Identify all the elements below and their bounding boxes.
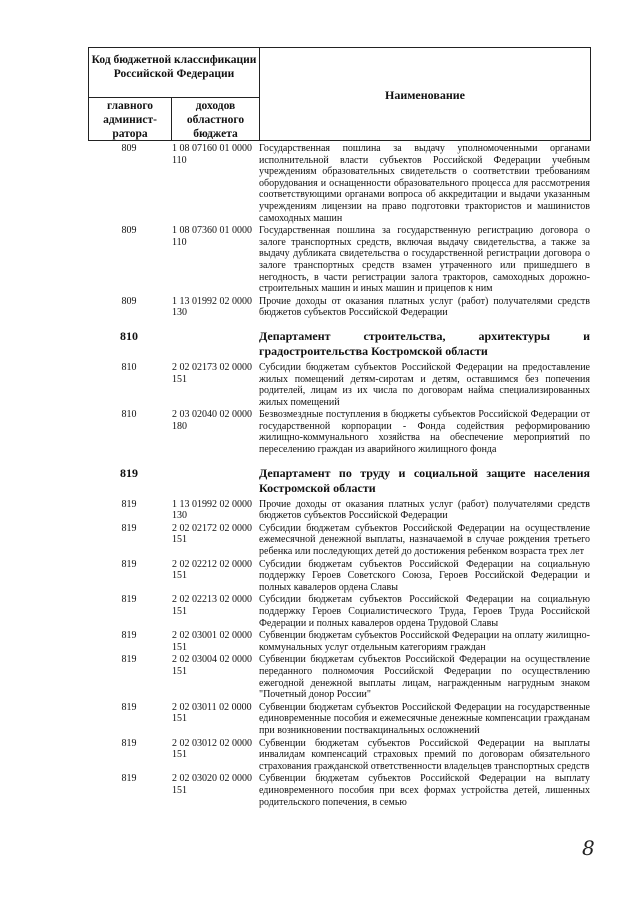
- cell-admin-code: 819: [121, 654, 137, 666]
- cell-name: Безвозмездные поступления в бюджеты субъектов Российской Федерации от государственной корпорации - Фонда содействия реформированию жилищно-коммунального хозяйства на обеспечение мероприятий по переселению граждан из аварийного жилищного фонда: [259, 409, 590, 456]
- cell-name: Прочие доходы от оказания платных услуг (работ) получателями средств бюджетов субъектов Российской Федерации: [259, 295, 590, 319]
- table-row: [88, 523, 591, 558]
- cell-income-code: 1 13 01992 02 0000 130: [172, 498, 252, 522]
- cell-name: Департамент по труду и социальной защите населения Костромской области: [259, 465, 590, 495]
- table-body: [88, 143, 591, 809]
- cell-income-code: 2 03 02040 02 0000 180: [172, 409, 252, 432]
- cell-income-code: 2 02 02212 02 0000 151: [172, 558, 252, 582]
- department-row: [88, 466, 591, 496]
- header-divider: [89, 97, 259, 98]
- header-code-title: Код бюджетной классификации Российской Федерации: [91, 54, 257, 80]
- cell-income-code: [170, 329, 258, 359]
- cell-income-code: 2 02 03011 02 0000 151: [172, 701, 252, 725]
- cell-income-code: 2 02 02173 02 0000 151: [172, 361, 252, 385]
- cell-name: Субвенции бюджетам субъектов Российской Федерации на осуществление переданного полномочия Российской Федерации по осуществлению ежегодной денежной выплаты лицам, награжденным нагрудным знаком "Почетный донор России": [259, 654, 590, 701]
- cell-income-code: 2 02 03004 02 0000 151: [172, 654, 252, 677]
- cell-name: Государственная пошлина за государственную регистрацию договора о залоге транспортных средств, включая выдачу свидетельства, а также за выдачу дубликата свидетельства о государственной регистрации договора о залоге транспортных средств взамен утраченного или пришедшего в негодность, в части регистрации залога тракторов, самоходных дорожно-строительных машин и иных машин и прицепов к ним: [259, 225, 590, 295]
- cell-admin-code: 819: [120, 465, 138, 480]
- page-number: 8: [582, 836, 595, 860]
- cell-name: Субсидии бюджетам субъектов Российской Федерации на социальную поддержку Героев Советского Союза, Героев Российской Федерации и полных кавалеров ордена Славы: [259, 558, 590, 593]
- cell-income-code: 1 13 01992 02 0000 130: [172, 295, 252, 319]
- cell-income-code: 1 08 07160 01 0000 110: [172, 143, 252, 166]
- cell-income-code: 2 02 03001 02 0000 151: [172, 630, 252, 653]
- table-row: [88, 702, 591, 737]
- cell-income-code: 2 02 03020 02 0000 151: [172, 773, 252, 796]
- header-col-doh: доходов областного бюджета: [186, 100, 245, 140]
- cell-name: Субсидии бюджетам субъектов Российской Федерации на социальную поддержку Героев Социалистического Труда, Героев Труда Российской Федерации и полных кавалеров ордена Трудовой Славы: [259, 594, 590, 629]
- table-row: [88, 654, 591, 700]
- cell-income-code: [170, 466, 258, 496]
- table-row: [88, 296, 591, 319]
- cell-name: Департамент строительства, архитектуры и градостроительства Костромской области: [259, 328, 590, 358]
- table-row: [88, 362, 591, 408]
- table-row: [88, 499, 591, 522]
- cell-admin-code: 819: [121, 737, 137, 749]
- table-header: [88, 47, 591, 141]
- table-row: [88, 738, 591, 773]
- cell-admin-code: 819: [121, 522, 137, 534]
- cell-admin-code: 819: [121, 701, 137, 713]
- cell-name: Прочие доходы от оказания платных услуг (работ) получателями средств бюджетов субъектов Российской Федерации: [259, 498, 590, 522]
- cell-admin-code: 819: [121, 630, 137, 642]
- cell-admin-code: 809: [121, 295, 137, 307]
- cell-admin-code: 810: [121, 361, 137, 373]
- cell-admin-code: 810: [120, 328, 138, 343]
- cell-income-code: 2 02 03012 02 0000 151: [172, 737, 252, 761]
- cell-admin-code: 809: [121, 225, 137, 237]
- table-row: [88, 225, 591, 295]
- header-col-glav: главного админист-ратора: [103, 100, 157, 140]
- table-row: [88, 630, 591, 653]
- cell-admin-code: 819: [121, 594, 137, 606]
- cell-admin-code: 810: [121, 409, 137, 421]
- cell-name: Субвенции бюджетам субъектов Российской Федерации на государственные единовременные пособия и ежемесячные денежные компенсации гражданам при возникновении поствакцинальных осложнений: [259, 701, 590, 736]
- cell-admin-code: 819: [121, 773, 137, 785]
- department-row: [88, 329, 591, 359]
- cell-admin-code: 809: [121, 143, 137, 154]
- table-row: [88, 409, 591, 455]
- cell-income-code: 2 02 02213 02 0000 151: [172, 594, 252, 617]
- cell-name: Субсидии бюджетам субъектов Российской Федерации на предоставление жилых помещений детям-сиротам и детям, оставшимся без попечения родителей, лицам из их числа по договорам найма специализированных жилых помещений: [259, 361, 590, 408]
- cell-name: Субвенции бюджетам субъектов Российской Федерации на выплаты инвалидам компенсаций страховых премий по договорам обязательного страхования гражданской ответственности владельцев транспортных средств: [259, 737, 590, 772]
- cell-income-code: 2 02 02172 02 0000 151: [172, 522, 252, 546]
- header-col-name: Наименование: [385, 88, 465, 102]
- table-row: [88, 143, 591, 224]
- cell-name: Субвенции бюджетам субъектов Российской Федерации на выплату единовременного пособия при всех формах устройства детей, лишенных родительского попечения, в семью: [259, 773, 590, 808]
- cell-name: Субсидии бюджетам субъектов Российской Федерации на осуществление ежемесячной денежной выплаты, назначаемой в случае рождения третьего ребенка или последующих детей до достижения ребенком возраста трех лет: [259, 522, 590, 558]
- table-row: [88, 559, 591, 594]
- cell-admin-code: 819: [121, 558, 137, 570]
- table-row: [88, 594, 591, 629]
- cell-name: Государственная пошлина за выдачу уполномоченными органами исполнительной власти субъектов Российской Федерации учебным учреждениям образовательных свидетельств о соответствии требованиям оборудования и оснащенности образовательного процесса для рассмотрения соответствующими органами вопроса об аккредитации и выдачи указанным учреждениям лицензии на право подготовки трактористов и машинистов самоходных машин: [259, 143, 590, 224]
- table-row: [88, 773, 591, 808]
- cell-income-code: 1 08 07360 01 0000 110: [172, 225, 252, 248]
- cell-admin-code: 819: [121, 498, 137, 510]
- cell-name: Субвенции бюджетам субъектов Российской Федерации на оплату жилищно-коммунальных услуг отдельным категориям граждан: [259, 630, 590, 653]
